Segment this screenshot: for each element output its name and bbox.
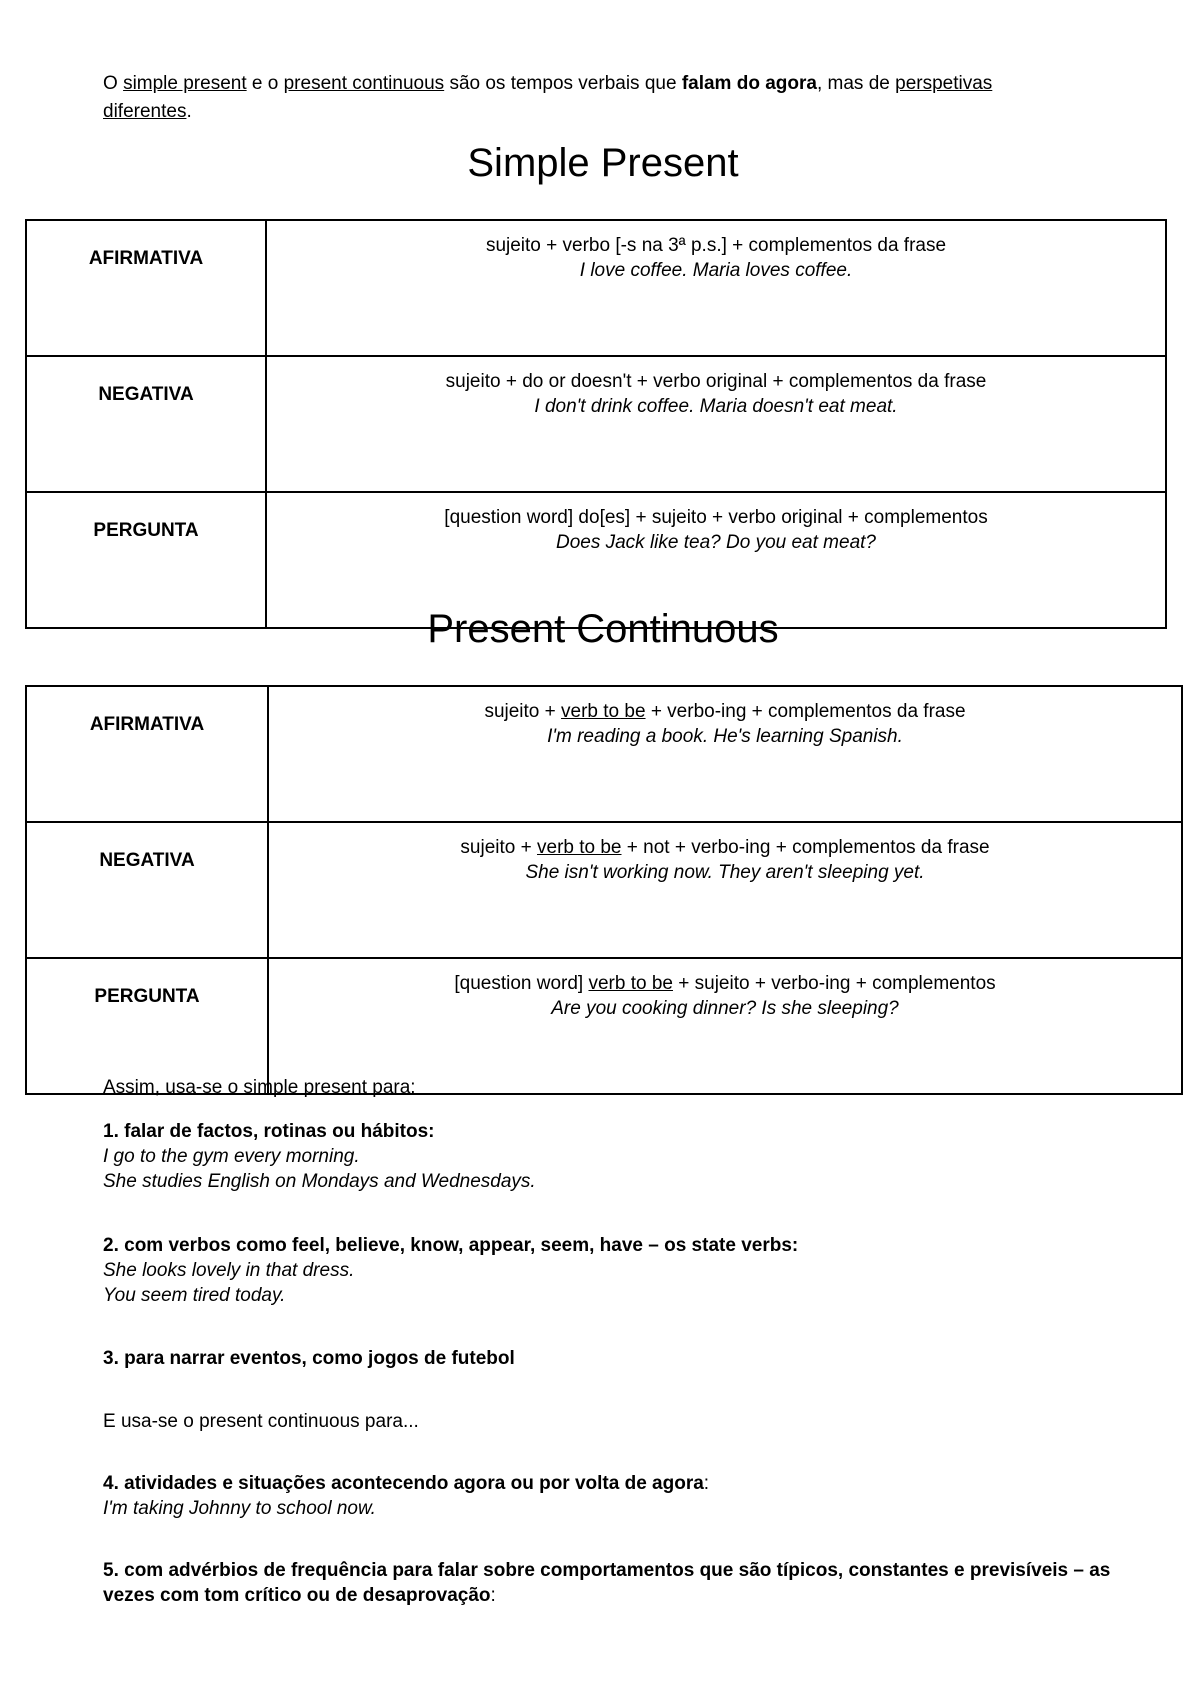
row-content bbox=[266, 220, 1166, 356]
present-continuous-title: Present Continuous bbox=[427, 607, 779, 651]
formula-post: + not + verbo-ing + complementos da frase bbox=[626, 837, 990, 858]
formula-post: + sujeito + verbo-ing + complementos bbox=[678, 973, 996, 994]
use-example: I go to the gym every morning. bbox=[103, 1146, 360, 1167]
term-simple-present: simple present bbox=[123, 73, 247, 94]
intro-paragraph bbox=[103, 70, 1063, 126]
intro-perspectives: perspetivas diferentes bbox=[103, 73, 993, 122]
example: Are you cooking dinner? Is she sleeping? bbox=[551, 998, 899, 1019]
formula: sujeito + verbo [-s na 3ª p.s.] + complementos da frase bbox=[485, 235, 947, 256]
use-heading: 2. com verbos como feel, believe, know, appear, seem, have – os state verbs: bbox=[103, 1235, 799, 1256]
use-heading-line bbox=[103, 1471, 1103, 1496]
row-label: AFIRMATIVA bbox=[26, 220, 266, 356]
formula-post: + verbo-ing + complementos da frase bbox=[650, 701, 966, 722]
table-row bbox=[26, 220, 1166, 356]
table-row bbox=[26, 686, 1182, 822]
verb-to-be: verb to be bbox=[561, 701, 646, 722]
use-example: She looks lovely in that dress. bbox=[103, 1260, 355, 1281]
table-row bbox=[26, 822, 1182, 958]
continuous-uses-intro: E usa-se o present continuous para... bbox=[103, 1411, 419, 1432]
simple-uses-intro: Assim, usa-se o simple present para: bbox=[103, 1077, 416, 1098]
simple-present-title: Simple Present bbox=[467, 141, 739, 185]
use-heading: 1. falar de factos, rotinas ou hábitos: bbox=[103, 1121, 435, 1142]
formula-pre: sujeito + bbox=[460, 837, 532, 858]
simple-present-table bbox=[25, 219, 1167, 629]
formula-pre: [question word] bbox=[454, 973, 584, 994]
row-content bbox=[268, 686, 1182, 822]
formula bbox=[277, 971, 1173, 996]
row-label: NEGATIVA bbox=[26, 356, 266, 492]
use-item-5 bbox=[103, 1558, 1113, 1608]
use-heading: 5. com advérbios de frequência para falar sobre comportamentos que são típicos, constantes e previsíveis – as vezes com tom crítico ou de desaprovação bbox=[103, 1560, 1111, 1606]
formula-pre: sujeito + bbox=[484, 701, 556, 722]
use-item-1 bbox=[103, 1119, 1103, 1194]
intro-text: O bbox=[103, 73, 118, 94]
row-label: AFIRMATIVA bbox=[26, 686, 268, 822]
row-content bbox=[266, 356, 1166, 492]
example: I don't drink coffee. Maria doesn't eat meat. bbox=[534, 396, 898, 417]
use-item-2 bbox=[103, 1233, 1103, 1308]
example: I'm reading a book. He's learning Spanish. bbox=[547, 726, 903, 747]
use-example: I'm taking Johnny to school now. bbox=[103, 1498, 376, 1519]
use-item-4 bbox=[103, 1471, 1103, 1521]
verb-to-be: verb to be bbox=[537, 837, 622, 858]
use-heading: 4. atividades e situações acontecendo agora ou por volta de agora bbox=[103, 1473, 704, 1494]
table-row bbox=[26, 356, 1166, 492]
present-continuous-table bbox=[25, 685, 1183, 1095]
intro-bold-phrase: falam do agora bbox=[681, 73, 817, 94]
row-label: PERGUNTA bbox=[26, 958, 268, 1094]
row-content bbox=[268, 822, 1182, 958]
use-heading-colon: : bbox=[703, 1473, 710, 1494]
example: She isn't working now. They aren't sleeping yet. bbox=[525, 862, 925, 883]
row-label: NEGATIVA bbox=[26, 822, 268, 958]
verb-to-be: verb to be bbox=[588, 973, 673, 994]
intro-text: são os tempos verbais que bbox=[449, 73, 677, 94]
use-heading-colon: : bbox=[490, 1585, 496, 1606]
row-content bbox=[268, 958, 1182, 1094]
intro-text: , mas de bbox=[816, 73, 890, 94]
table-row bbox=[26, 958, 1182, 1094]
use-example: She studies English on Mondays and Wednesdays. bbox=[103, 1171, 536, 1192]
use-item-3: 3. para narrar eventos, como jogos de futebol bbox=[103, 1348, 515, 1369]
formula bbox=[277, 835, 1173, 860]
formula: [question word] do[es] + sujeito + verbo original + complementos bbox=[444, 507, 988, 528]
intro-text: . bbox=[186, 101, 192, 122]
intro-text: e o bbox=[251, 73, 279, 94]
use-example: You seem tired today. bbox=[103, 1285, 286, 1306]
term-present-continuous: present continuous bbox=[283, 73, 445, 94]
row-label: PERGUNTA bbox=[26, 492, 266, 628]
formula: sujeito + do or doesn't + verbo original + complementos da frase bbox=[445, 371, 987, 392]
formula bbox=[277, 699, 1173, 724]
example: I love coffee. Maria loves coffee. bbox=[579, 260, 853, 281]
example: Does Jack like tea? Do you eat meat? bbox=[555, 532, 876, 553]
